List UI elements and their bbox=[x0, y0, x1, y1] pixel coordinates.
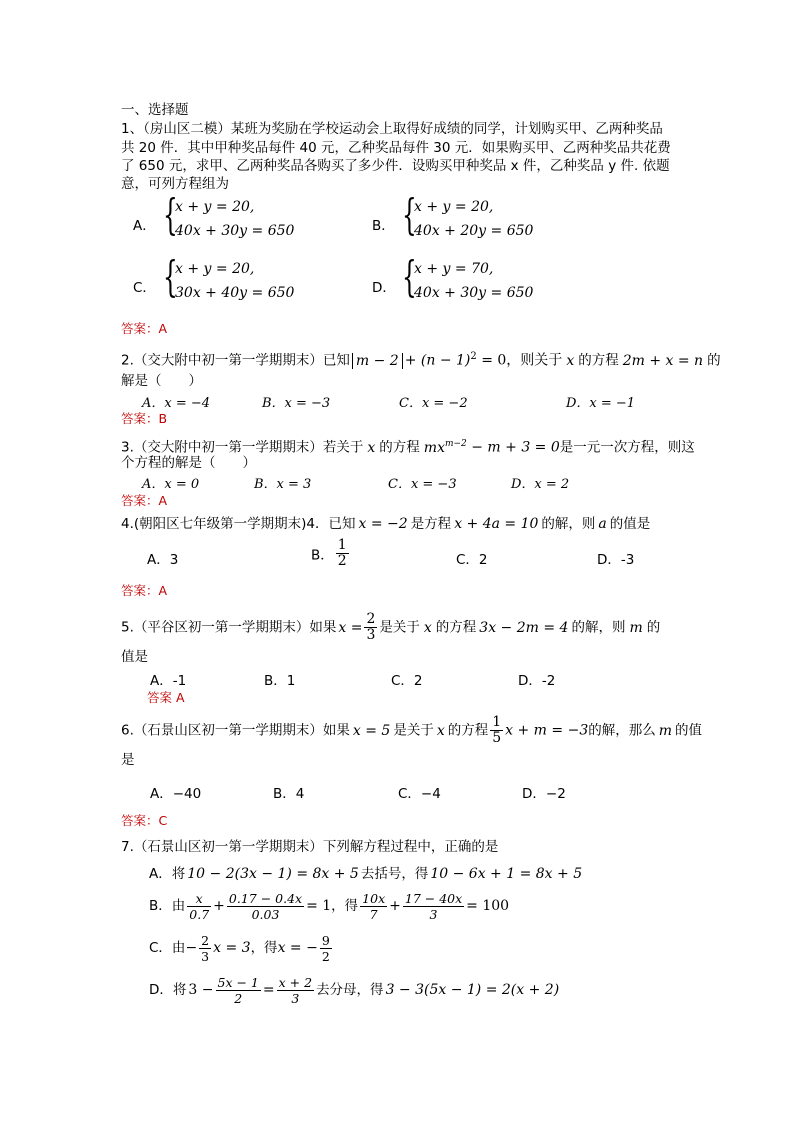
q6-stem-line2: 是 bbox=[121, 752, 135, 768]
q5-option-d: D．-2 bbox=[518, 673, 556, 689]
q5-option-a: A．-1 bbox=[150, 673, 187, 689]
q4-option-d: D．-3 bbox=[597, 552, 635, 568]
q6-stem-line1: 6.（石景山区初一第一学期期末）如果 x = 5 是关于 x 的方程 $\frac{1}{5}$ x + m = −3的解，那么 m 的值 bbox=[121, 714, 703, 746]
q1-option-b-label: B． bbox=[372, 218, 395, 234]
q1-option-a-label: A． bbox=[133, 218, 156, 234]
q1-option-c-eq2: 30x + 40y = 650 bbox=[175, 285, 295, 301]
q1-stem-line1: 1、（房山区二模）某班为奖励在学校运动会上取得好成绩的同学，计划购买甲、乙两种奖品 bbox=[121, 121, 663, 137]
q3-option-c: C．x = −3 bbox=[388, 477, 457, 492]
q3-option-b: B．x = 3 bbox=[254, 477, 312, 492]
q3-stem-line1: 3.（交大附中初一第一学期期末）若关于 x 的方程 $mx^{m-2} - m + 3 = 0$是一元一次方程，则这 bbox=[121, 439, 695, 456]
q4-option-c: C．2 bbox=[456, 552, 488, 568]
brace-icon: { bbox=[402, 190, 417, 239]
q1-option-a-eq2: 40x + 30y = 650 bbox=[175, 223, 295, 239]
q2-abs-expression: m − 2 bbox=[352, 353, 403, 369]
q3-stem-line2: 个方程的解是（ ） bbox=[121, 455, 256, 471]
q1-option-d-eq2: 40x + 30y = 650 bbox=[414, 285, 534, 301]
q3-option-a: A．x = 0 bbox=[142, 477, 200, 492]
q6-fraction: $\frac{1}{5}$ bbox=[492, 714, 502, 746]
q1-stem-line4: 意，可列方程组为 bbox=[121, 176, 229, 192]
q6-answer: 答案：C bbox=[121, 813, 168, 828]
q1-stem-line3: 了 650 元，求甲、乙两种奖品各购买了多少件．设购买甲种奖品 x 件，乙种奖品 y 件. 依题 bbox=[121, 158, 670, 174]
q1-option-d-label: D． bbox=[372, 280, 396, 296]
q4-option-b-fraction: $\frac{1}{2}$ bbox=[337, 537, 347, 569]
q5-option-c: C．2 bbox=[391, 673, 423, 689]
q7-option-a: A．将 10 − 2(3x − 1) = 8x + 5 去括号，得 10 − 6x + 1 = 8x + 5 bbox=[149, 866, 583, 882]
q6-option-d: D．−2 bbox=[522, 786, 566, 802]
q2-answer: 答案：B bbox=[121, 411, 168, 426]
q5-stem-line2: 值是 bbox=[121, 649, 148, 665]
q2-option-a: A．x = −4 bbox=[142, 396, 211, 411]
q5-answer: 答案 A bbox=[147, 690, 185, 705]
q4-option-a: A．3 bbox=[147, 552, 179, 568]
q1-answer: 答案：A bbox=[121, 321, 168, 336]
q1-option-b-eq2: 40x + 20y = 650 bbox=[414, 223, 534, 239]
q1-option-c-eq1: x + y = 20, bbox=[175, 261, 255, 277]
q2-stem-line1: 2.（交大附中初一第一学期期末）已知 $m - 2 + (n - 1)^2 = 0$，则关于 x 的方程 2m + x = n 的 bbox=[121, 351, 721, 369]
q3-option-d: D．x = 2 bbox=[511, 477, 570, 492]
q1-stem-line2: 共 20 件．其中甲种奖品每件 40 元，乙种奖品每件 30 元．如果购买甲、乙两种奖品共花费 bbox=[121, 140, 671, 156]
brace-icon: { bbox=[402, 252, 417, 301]
q2-option-d: D．x = −1 bbox=[566, 396, 636, 411]
q1-option-c-label: C． bbox=[133, 280, 156, 296]
q7-option-c: C．由− $\frac{2}{3}$ x = 3，得x = − $\frac{9}{2}$ bbox=[149, 932, 330, 964]
q4-option-b: B． $\frac{1}{2}$ bbox=[311, 537, 347, 569]
brace-icon: { bbox=[163, 190, 178, 239]
brace-icon: { bbox=[163, 252, 178, 301]
q3-answer: 答案：A bbox=[121, 493, 168, 508]
q1-option-b-eq1: x + y = 20, bbox=[414, 199, 494, 215]
q5-stem-line1: 5.（平谷区初一第一学期期末）如果 x = $\frac{2}{3}$ 是关于 x 的方程 3x − 2m = 4 的解，则 m 的 bbox=[121, 611, 661, 643]
q5-option-b: B．1 bbox=[264, 673, 296, 689]
q4-answer: 答案：A bbox=[121, 583, 168, 598]
q4-stem: 4.(朝阳区七年级第一学期期末)4．已知 x = −2 是方程 x + 4a = 10 的解，则 a 的值是 bbox=[121, 516, 651, 532]
q6-option-c: C．−4 bbox=[398, 786, 441, 802]
q2-option-c: C．x = −2 bbox=[399, 396, 468, 411]
q1-option-a-eq1: x + y = 20, bbox=[175, 199, 255, 215]
q7-stem: 7.（石景山区初一第一学期期末）下列解方程过程中，正确的是 bbox=[121, 839, 499, 855]
q2-stem-line2: 解是（ ） bbox=[121, 373, 202, 389]
q6-option-a: A．−40 bbox=[150, 786, 202, 802]
q1-option-d-eq1: x + y = 70, bbox=[414, 261, 494, 277]
q7-option-b: B．由 $\frac{x}{0.7}$ + $\frac{0.17 - 0.4x}{0.03}$ = 1，得 $\frac{10x}{7}$ + $\frac{17 - 40x}{3}$ = 100 bbox=[149, 890, 510, 922]
q6-option-b: B．4 bbox=[273, 786, 305, 802]
q7-option-d: D．将 3 − $\frac{5x - 1}{2}$ = $\frac{x + 2}{3}$ 去分母，得 3 − 3(5x − 1) = 2(x + 2) bbox=[149, 974, 560, 1006]
q5-fraction: $\frac{2}{3}$ bbox=[366, 611, 376, 643]
section-title: 一、选择题 bbox=[121, 102, 189, 118]
q2-option-b: B．x = −3 bbox=[262, 396, 331, 411]
